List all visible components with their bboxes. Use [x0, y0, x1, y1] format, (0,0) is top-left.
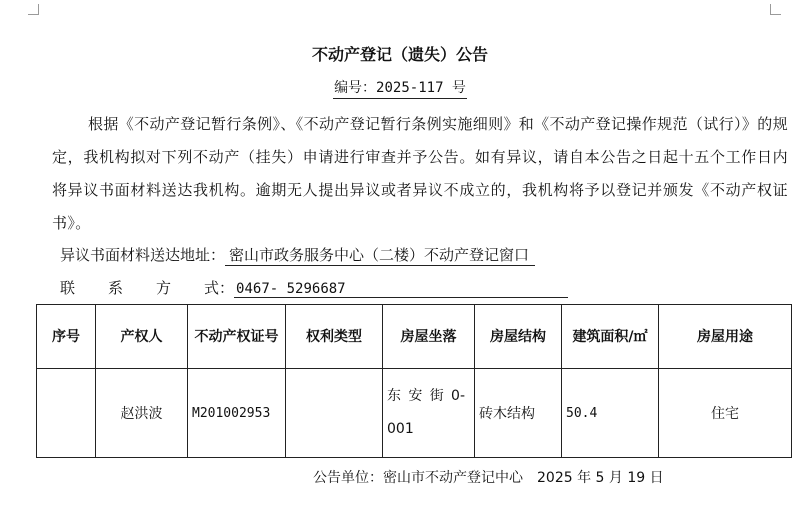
header-area: 建筑面积/㎡ — [562, 305, 659, 369]
cell-usage: 住宅 — [659, 369, 792, 458]
address-value: 密山市政务服务中心（二楼）不动产登记窗口 — [225, 246, 535, 266]
header-cert-no: 不动产权证号 — [188, 305, 286, 369]
cell-area: 50.4 — [562, 369, 659, 458]
contact-label-colon: 式： — [204, 279, 235, 297]
contact-label: 联系方 — [60, 279, 205, 297]
doc-number-row — [0, 77, 800, 99]
location-text: 东 安 街 0-001 — [387, 388, 465, 437]
table-header-row — [37, 305, 792, 369]
header-structure: 房屋结构 — [475, 305, 562, 369]
header-owner: 产权人 — [96, 305, 188, 369]
header-right-type: 权利类型 — [286, 305, 383, 369]
cell-location — [383, 369, 475, 458]
publisher: 公告单位：密山市不动产登记中心 — [313, 470, 523, 486]
header-location: 房屋坐落 — [383, 305, 475, 369]
cell-structure: 砖木结构 — [475, 369, 562, 458]
margin-mark-top-right — [770, 4, 781, 15]
notice-footer — [313, 467, 664, 487]
doc-number: 编号：2025-117 号 — [333, 77, 467, 99]
publish-date: 2025 年 5 月 19 日 — [537, 470, 664, 486]
header-usage: 房屋用途 — [659, 305, 792, 369]
cell-right-type — [286, 369, 383, 458]
objection-address-row — [60, 244, 535, 265]
table-row — [37, 369, 792, 458]
margin-mark-top-left — [28, 4, 39, 15]
property-table — [36, 304, 792, 458]
notice-body-text: 根据《不动产登记暂行条例》、《不动产登记暂行条例实施细则》和《不动产登记操作规范（试行）》的规定，我机构拟对下列不动产（挂失）申请进行审查并予公告。如有异议，请自本公告之日起十五个工作日内将异议书面材料送达我机构。逾期无人提出异议或者异议不成立的，我机构将予以登记并颁发《不动产权证书》。 — [52, 115, 788, 232]
contact-row — [60, 277, 568, 298]
cell-index — [37, 369, 96, 458]
cell-owner: 赵洪波 — [96, 369, 188, 458]
cell-cert-no: M201002953 — [188, 369, 286, 458]
address-label: 异议书面材料送达地址： — [60, 246, 226, 264]
notice-title: 不动产登记（遗失）公告 — [311, 45, 488, 64]
contact-phone: 0467- 5296687 — [234, 281, 568, 298]
header-index: 序号 — [37, 305, 96, 369]
notice-body — [52, 108, 788, 240]
